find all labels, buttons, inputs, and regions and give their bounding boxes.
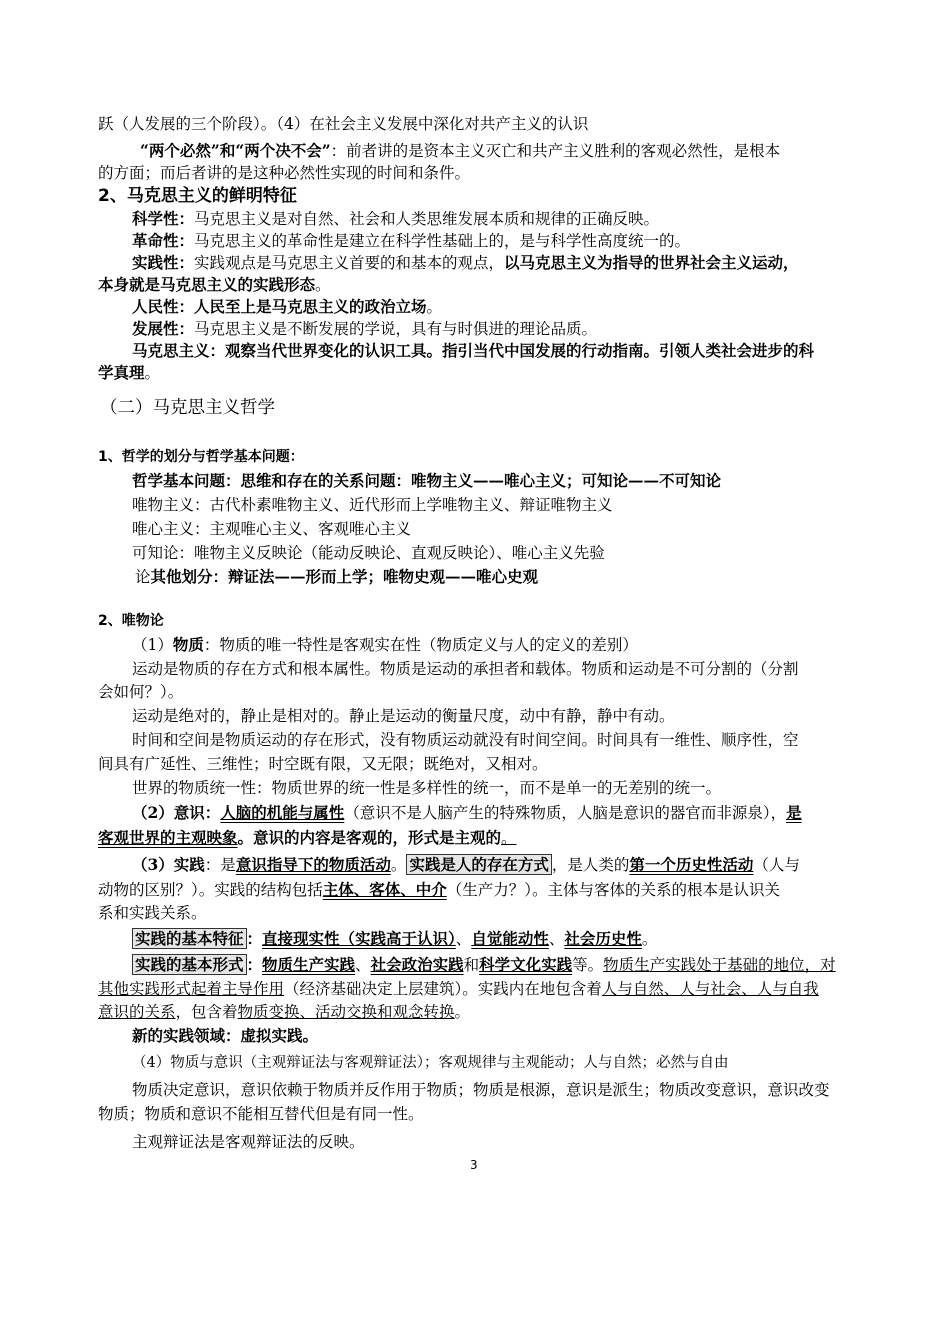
text-line: 世界的物质统一性：物质世界的统一性是多样性的统一，而不是单一的无差别的统一。: [132, 779, 722, 797]
subsection-heading: 2、唯物论: [98, 613, 164, 629]
text-line: 科学性：马克思主义是对自然、社会和人类思维发展本质和规律的正确反映。: [132, 209, 660, 228]
text-line: 本身就是马克思主义的实践形态。: [98, 275, 331, 294]
section-heading: （二）马克思主义哲学: [100, 398, 275, 418]
text-line: 的方面；而后者讲的是这种必然性实现的时间和条件。: [98, 164, 471, 182]
text-line: 学真理。: [98, 363, 161, 382]
text-line: 客观世界的主观映象。意识的内容是客观的，形式是主观的。: [98, 828, 517, 847]
text-line: 人民性：人民至上是马克思主义的政治立场。: [132, 297, 443, 316]
text-line: 发展性：马克思主义是不断发展的学说，具有与时俱进的理论品质。: [132, 319, 598, 338]
text-line: 跃（人发展的三个阶段）。（4）在社会主义发展中深化对共产主义的认识: [98, 115, 589, 133]
text-line: 唯物主义：古代朴素唯物主义、近代形而上学唯物主义、辩证唯物主义: [132, 496, 613, 514]
text-line: 论其他划分：辩证法——形而上学；唯物史观——唯心史观: [135, 567, 539, 586]
text-line: 运动是物质的存在方式和根本属性。物质是运动的承担者和载体。物质和运动是不可分割的（分割: [132, 660, 799, 678]
text-line: 系和实践关系。: [98, 904, 207, 922]
text-line: （4）物质与意识（主观辩证法与客观辩证法）；客观规律与主观能动；人与自然；必然与自由: [132, 1055, 729, 1071]
page-number: 3: [470, 1158, 478, 1172]
text-line: 间具有广延性、三维性；时空既有限，又无限；既绝对，又相对。: [98, 755, 548, 773]
text-line: 实践的基本形式 ：物质生产实践、社会政治实践和科学文化实践等。物质生产实践处于基础的地位，对: [132, 954, 836, 976]
text-line: （2）意识：人脑的机能与属性（意识不是人脑产生的特殊物质，人脑是意识的器官而非源泉），是: [132, 803, 802, 822]
text-line: 主观辩证法是客观辩证法的反映。: [132, 1133, 365, 1151]
text-line: 新的实践领域：虚拟实践。: [132, 1026, 319, 1045]
text-line: 实践的基本特征 ：直接现实性（实践高于认识）、自觉能动性、社会历史性。: [132, 928, 657, 950]
text-line: 其他实践形式起着主导作用（经济基础决定上层建筑）。实践内在地包含着人与自然、人与社会、人与自我: [98, 980, 819, 998]
text-line: 时间和空间是物质运动的存在形式，没有物质运动就没有时间空间。时间具有一维性、顺序性，空: [132, 731, 799, 749]
text-line: 革命性：马克思主义的革命性是建立在科学性基础上的，是与科学性高度统一的。: [132, 231, 691, 250]
text-line: 唯心主义：主观唯心主义、客观唯心主义: [132, 520, 412, 538]
text-line: 实践性：实践观点是马克思主义首要的和基本的观点，以马克思主义为指导的世界社会主义运动，: [132, 253, 799, 272]
section-heading: 2、马克思主义的鲜明特征: [98, 186, 297, 206]
text-line: 马克思主义：观察当代世界变化的认识工具。指引当代中国发展的行动指南。引领人类社会进步的科: [132, 341, 815, 360]
text-line: 可知论：唯物主义反映论（能动反映论、直观反映论）、唯心主义先验: [132, 544, 605, 562]
text-line: 物质决定意识，意识依赖于物质并反作用于物质；物质是根源，意识是派生；物质改变意识，意识改变: [132, 1081, 830, 1099]
text-line: 哲学基本问题：思维和存在的关系问题：唯物主义——唯心主义；可知论——不可知论: [132, 471, 722, 490]
text-line: （3）实践：是意识指导下的物质活动。 实践是人的存在方式 ，是人类的第一个历史性活动（人与: [132, 855, 800, 874]
text-line: 会如何？）。: [98, 683, 184, 701]
text-line: “两个必然”和“两个决不会”：前者讲的是资本主义灭亡和共产主义胜利的客观必然性，是根本: [140, 141, 781, 160]
text-line: 运动是绝对的，静止是相对的。静止是运动的衡量尺度，动中有静，静中有动。: [132, 707, 675, 725]
subsection-heading: 1、哲学的划分与哲学基本问题：: [98, 449, 304, 465]
text-line: 动物的区别？）。实践的结构包括主体、客体、中介（生产力？）。主体与客体的关系的根本是认识关: [98, 880, 781, 899]
text-line: （1）物质：物质的唯一特性是客观实在性（物质定义与人的定义的差别）: [132, 635, 638, 654]
text-line: 意识的关系，包含着物质变换、活动交换和观念转换。: [98, 1003, 471, 1021]
text-line: 物质；物质和意识不能相互替代但是有同一性。: [98, 1105, 424, 1123]
